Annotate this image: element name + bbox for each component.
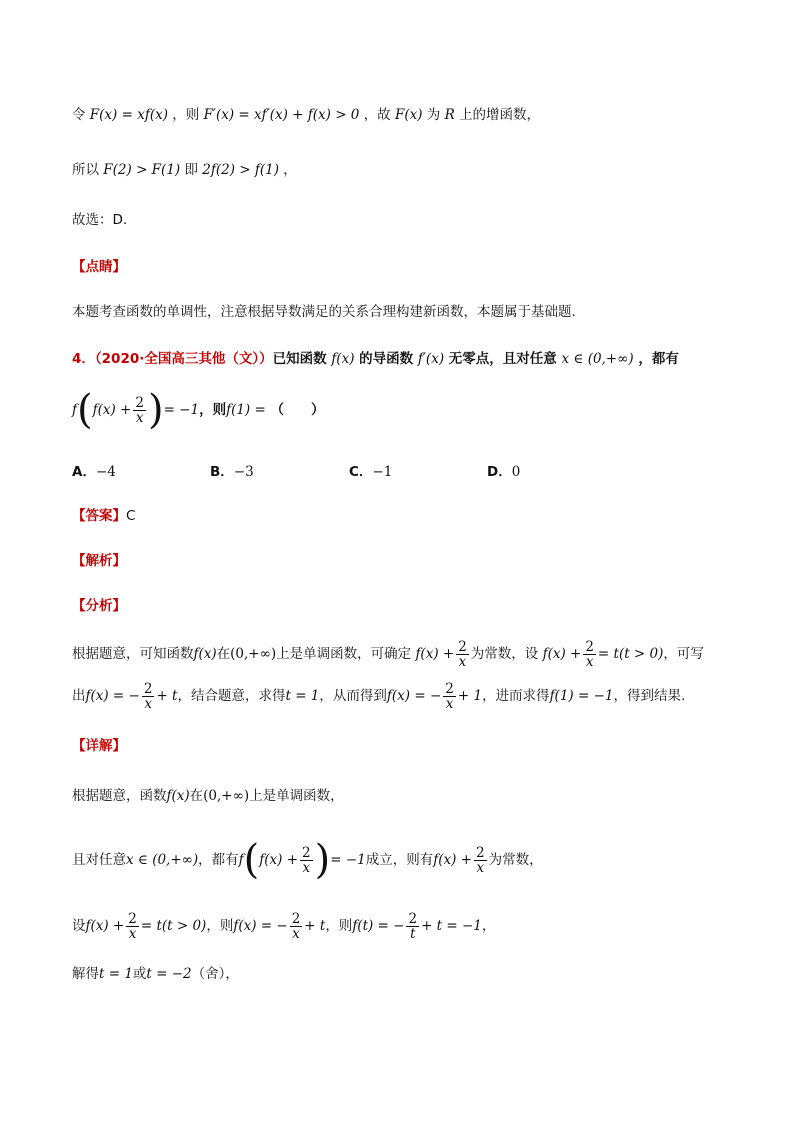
section-heading-dianjing: 【点睛】: [72, 259, 126, 275]
text: 令: [72, 107, 86, 123]
option-a: A．−4: [72, 464, 116, 480]
text-line-1: [72, 104, 540, 126]
option-b: B．−3: [210, 464, 254, 480]
text: 为: [426, 107, 441, 123]
text: 的导函数: [359, 351, 414, 367]
math-expression: f′(x): [417, 351, 445, 367]
math-expression: F(x) = xf(x): [89, 107, 168, 123]
text-line-3: 故选：D.: [72, 212, 128, 228]
question-number: 4．: [72, 351, 95, 367]
text: 无零点，且对任意: [448, 351, 557, 367]
math-expression: F′(x) = xf′(x) + f(x) > 0: [203, 107, 360, 123]
fraction-denominator: x: [135, 409, 144, 426]
section-heading-fenxi: 【分析】: [72, 598, 126, 614]
analysis-line-1: 根据题意，可知函数f(x)在(0,+∞)上是单调函数，可确定 f(x) + $\frac{2}{x}$ 为常数，设 f(x) + $\frac{2}{x}$ = t(t > 0)，可写: [72, 638, 704, 670]
detail-line-2: 且对任意x ∈ (0,+∞)，都有f(f(x) + $\frac{2}{x}$ )= −1成立，则有f(x) + $\frac{2}{x}$ 为常数，: [72, 837, 543, 883]
math-expression: 2f(2) > f(1): [202, 162, 279, 178]
math-expression: F(x): [394, 107, 423, 123]
question-4-stem: [72, 348, 679, 370]
text: 即: [184, 162, 198, 178]
math-expression: R: [444, 107, 455, 123]
text-line-2: [72, 159, 297, 181]
text: ，则: [199, 402, 227, 418]
answer-label: 【答案】: [72, 508, 126, 524]
math-expression: F(2) > F(1): [103, 162, 181, 178]
math-expression: x ∈ (0,+∞): [561, 351, 634, 367]
answer-value: C: [126, 508, 136, 524]
question-source: （2020·全国高三其他（文））: [94, 351, 273, 367]
text: 所以: [72, 162, 99, 178]
section-heading-xiangjie: 【详解】: [72, 738, 126, 754]
text: ，则: [172, 107, 200, 123]
text: 上的增函数，: [459, 107, 541, 123]
text: ，都有: [638, 351, 679, 367]
detail-line-1: 根据题意，函数f(x)在(0,+∞)上是单调函数，: [72, 788, 344, 804]
text: ，: [283, 162, 297, 178]
section-heading-jiexi: 【解析】: [72, 553, 126, 569]
fraction-numerator: 2: [135, 394, 144, 411]
math-expression: f(x) +: [92, 402, 132, 418]
math-expression: = −1: [163, 402, 200, 418]
text: 已知函数: [272, 351, 327, 367]
math-expression: f: [72, 402, 77, 418]
question-4-equation: f(f(x) + $\frac{2}{x}$ )= −1，则f(1) = （ ）: [72, 387, 325, 433]
answer-line: [72, 505, 135, 527]
option-c: C．−1: [349, 464, 393, 480]
math-expression: f(1) =: [226, 402, 266, 418]
text-line-5: 本题考查函数的单调性，注意根据导数满足的关系合理构建新函数，本题属于基础题.: [72, 304, 576, 320]
detail-line-4: 解得t = 1或t = −2（舍），: [72, 966, 239, 982]
analysis-line-2: 出f(x) = − $\frac{2}{x}$ + t，结合题意，求得t = 1，从而得到f(x) = − $\frac{2}{x}$ + 1，进而求得f(1) = −1，得到结果.: [72, 680, 686, 712]
option-d: D．0: [487, 464, 521, 480]
answer-blank: （ ）: [270, 402, 325, 418]
text: ，故: [363, 107, 391, 123]
detail-line-3: 设f(x) + $\frac{2}{x}$ = t(t > 0)，则f(x) = − $\frac{2}{x}$ + t，则f(t) = − $\frac{2}{t}$ + t = −1，: [72, 910, 496, 942]
math-expression: f(x): [331, 351, 355, 367]
